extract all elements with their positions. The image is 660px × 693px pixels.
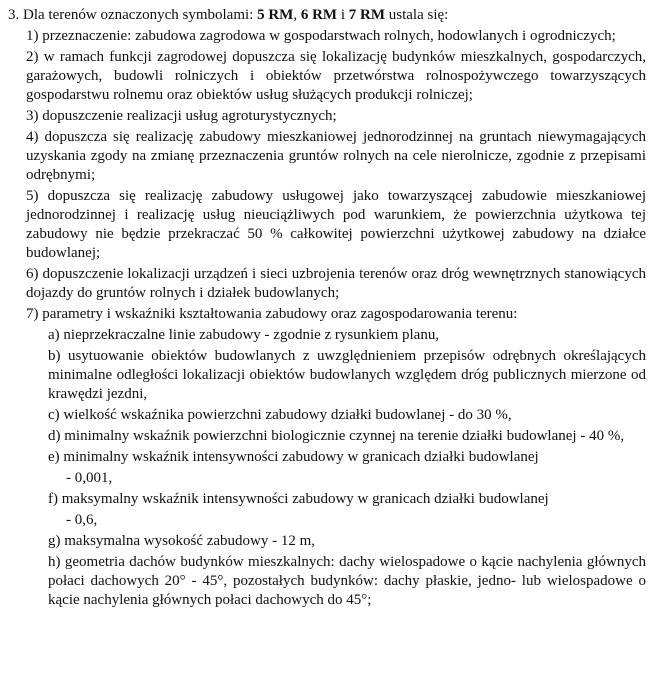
- subitem-e: e) minimalny wskaźnik intensywności zabudowy w granicach działki budowlanej: [48, 449, 539, 465]
- item-4: 4) dopuszcza się realizację zabudowy mieszkaniowej jednorodzinnej na gruntach niewymagających uzyskania zgody na zmianę przeznaczenia gruntów rolnych na cele nierolnicze, zgodnie z przepisami odrębnymi;: [26, 129, 646, 183]
- subitem-c: c) wielkość wskaźnika powierzchni zabudowy działki budowlanej - do 30 %,: [48, 407, 512, 423]
- heading-separator: ,: [293, 7, 301, 23]
- item-2: 2) w ramach funkcji zagrodowej dopuszcza się lokalizację budynków mieszkalnych, gospodarczych, garażowych, budowli rolniczych i obiektów przetwórstwa rolnospożywczego towarzyszących gospodarstwu rolnemu oraz obiektów usług służących produkcji rolniczej;: [26, 49, 646, 103]
- subitem-d: d) minimalny wskaźnik powierzchni biologicznie czynnej na terenie działki budowlanej - 40 %,: [48, 428, 625, 444]
- subitem-a: a) nieprzekraczalne linie zabudowy - zgodnie z rysunkiem planu,: [48, 327, 440, 343]
- subitem-f: f) maksymalny wskaźnik intensywności zabudowy w granicach działki budowlanej: [48, 491, 549, 507]
- heading-separator: i: [337, 7, 349, 23]
- subitem-g: g) maksymalna wysokość zabudowy - 12 m,: [48, 533, 316, 549]
- item-6: 6) dopuszczenie lokalizacji urządzeń i sieci uzbrojenia terenów oraz dróg wewnętrznych stanowiących dojazdy do gruntów rolnych i działek budowlanych;: [26, 266, 646, 301]
- item-7: 7) parametry i wskaźniki kształtowania zabudowy oraz zagospodarowania terenu:: [26, 306, 518, 322]
- section-heading: [8, 6, 646, 25]
- item-1: 1) przeznaczenie: zabudowa zagrodowa w gospodarstwach rolnych, hodowlanych i ogrodniczych;: [26, 28, 616, 44]
- item-5: 5) dopuszcza się realizację zabudowy usługowej jako towarzyszącej zabudowie mieszkaniowej jednorodzinnej i realizację usług nieuciążliwych pod warunkiem, że powierzchnia użytkowa tej zabudowy nie będzie przekraczać 50 % całkowitej powierzchni użytkowej zabudowy na działce budowlanej;: [26, 188, 646, 261]
- subitem-e-value: - 0,001,: [66, 470, 113, 486]
- subitem-f-value: - 0,6,: [66, 512, 98, 528]
- symbol-7rm: 7 RM: [348, 7, 386, 23]
- symbol-6rm: 6 RM: [300, 7, 338, 23]
- heading-suffix: ustala się:: [385, 7, 449, 23]
- symbol-5rm: 5 RM: [257, 7, 294, 23]
- subitem-b: b) usytuowanie obiektów budowlanych z uwzględnieniem przepisów odrębnych określających minimalne odległości lokalizacji obiektów budowlanych względem dróg publicznych mierzone od krawędzi jezdni,: [48, 348, 646, 402]
- subitem-h: h) geometria dachów budynków mieszkalnych: dachy wielospadowe o kącie nachylenia głównych połaci dachowych 20° - 45°, pozostałych budynków: dachy płaskie, jedno- lub wielospadowe o kącie nachylenia głównych połaci dachowych do 45°;: [48, 554, 646, 608]
- item-3: 3) dopuszczenie realizacji usług agroturystycznych;: [26, 108, 337, 124]
- heading-prefix: 3. Dla terenów oznaczonych symbolami:: [8, 7, 258, 23]
